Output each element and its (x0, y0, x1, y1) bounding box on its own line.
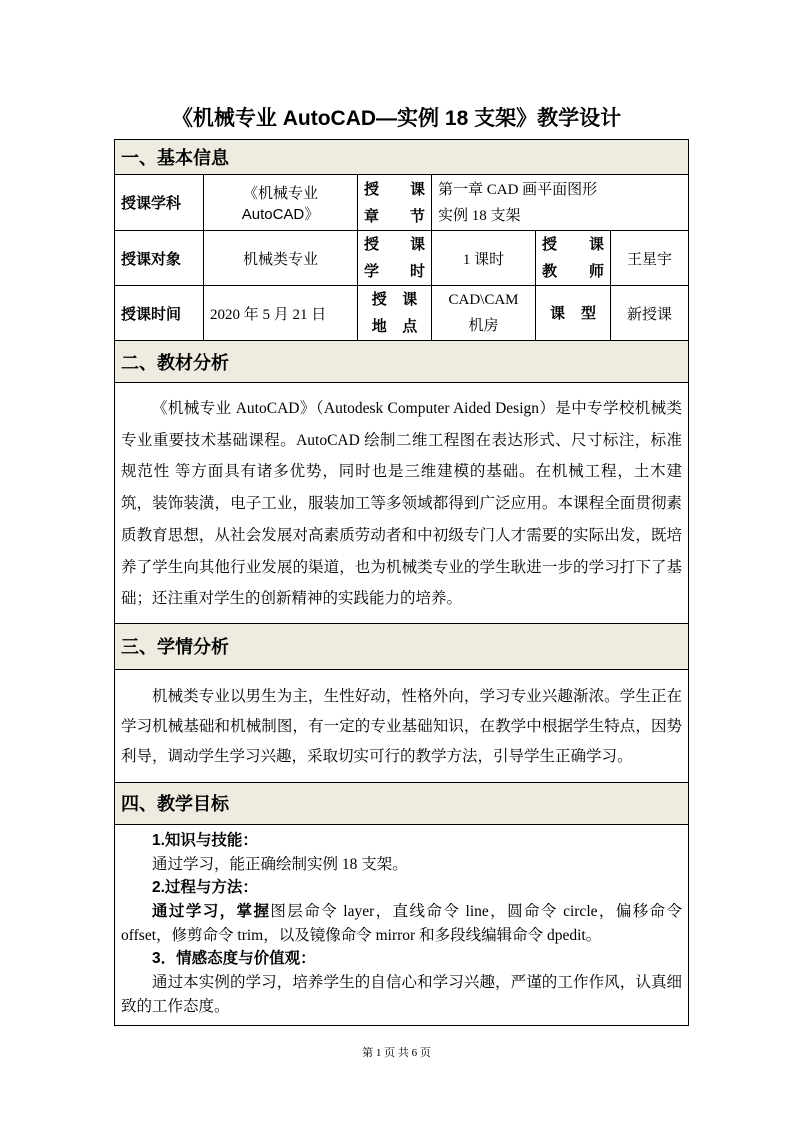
textbook-analysis-text: 《机械专业 AutoCAD》（Autodesk Computer Aided Design）是中专学校机械类专业重要技术基础课程。AutoCAD 绘制二维工程图在表达形式、尺寸标注，标准规范性 等方面具有诸多优势，同时也是三维建模的基础。在机械工程，土木建筑，装饰装潢，电子工业，服装加工等多领域都得到广泛应用。本课程全面贯彻素质教育思想，从社会发展对高素质劳动者和中初级专门人才需要的实际出发，既培养了学生向其他行业发展的渠道，也为机械类专业的学生耿进一步的学习打下了基础；还注重对学生的创新精神的实践能力的培养。 (115, 383, 689, 624)
place-label: 授 课 地 点 (358, 286, 432, 341)
teacher-label: 授 课 教 师 (536, 231, 611, 286)
time-value: 2020 年 5 月 21 日 (204, 286, 358, 341)
student-analysis-text: 机械类专业以男生为主，生性好动，性格外向，学习专业兴趣渐浓。学生正在学习机械基础和机械制图，有一定的专业基础知识，在教学中根据学生特点，因势利导，调动学生学习兴趣，采取切实可行的教学方法，引导学生正确学习。 (115, 669, 689, 782)
objectives-content (115, 824, 689, 1025)
subject-label: 授课学科 (115, 175, 204, 231)
type-label: 课 型 (536, 286, 611, 341)
subject-value: 《机械专业 AutoCAD》 (204, 175, 358, 231)
target-label: 授课对象 (115, 231, 204, 286)
section-basic-info: 一、基本信息 (115, 140, 689, 175)
page-footer: 第 1 页 共 6 页 (362, 1047, 431, 1059)
objective-heading-knowledge: 1.知识与技能： (152, 831, 258, 849)
teacher-value: 王星宇 (611, 231, 689, 286)
section-objectives: 四、教学目标 (115, 782, 689, 824)
chapter-value: 第一章 CAD 画平面图形 实例 18 支架 (432, 175, 689, 231)
type-value: 新授课 (611, 286, 689, 341)
document-title: 《机械专业 AutoCAD—实例 18 支架》教学设计 (171, 107, 622, 130)
target-value: 机械类专业 (204, 231, 358, 286)
time-label: 授课时间 (115, 286, 204, 341)
hours-label: 授 课 学 时 (358, 231, 432, 286)
section-student-analysis: 三、学情分析 (115, 623, 689, 669)
hours-value: 1 课时 (432, 231, 536, 286)
place-value: CAD\CAM 机房 (432, 286, 536, 341)
chapter-label: 授 课 章 节 (358, 175, 432, 231)
objective-heading-process: 2.过程与方法： (152, 879, 258, 897)
lesson-plan-table (114, 139, 689, 1026)
objective-text-process: 通过学习，掌握图层命令 layer，直线命令 line，圆命令 circle，偏移命令 offset，修剪命令 trim，以及镜像命令 mirror 和多段线编辑命令 dpedit。 (121, 903, 683, 944)
section-textbook-analysis: 二、教材分析 (115, 341, 689, 383)
objective-heading-attitude: 3．情感态度与价值观： (152, 950, 316, 968)
objective-text-knowledge: 通过学习，能正确绘制实例 18 支架。 (152, 855, 408, 873)
objective-text-attitude: 通过本实例的学习，培养学生的自信心和学习兴趣，严谨的工作作风，认真细致的工作态度。 (121, 974, 683, 1015)
